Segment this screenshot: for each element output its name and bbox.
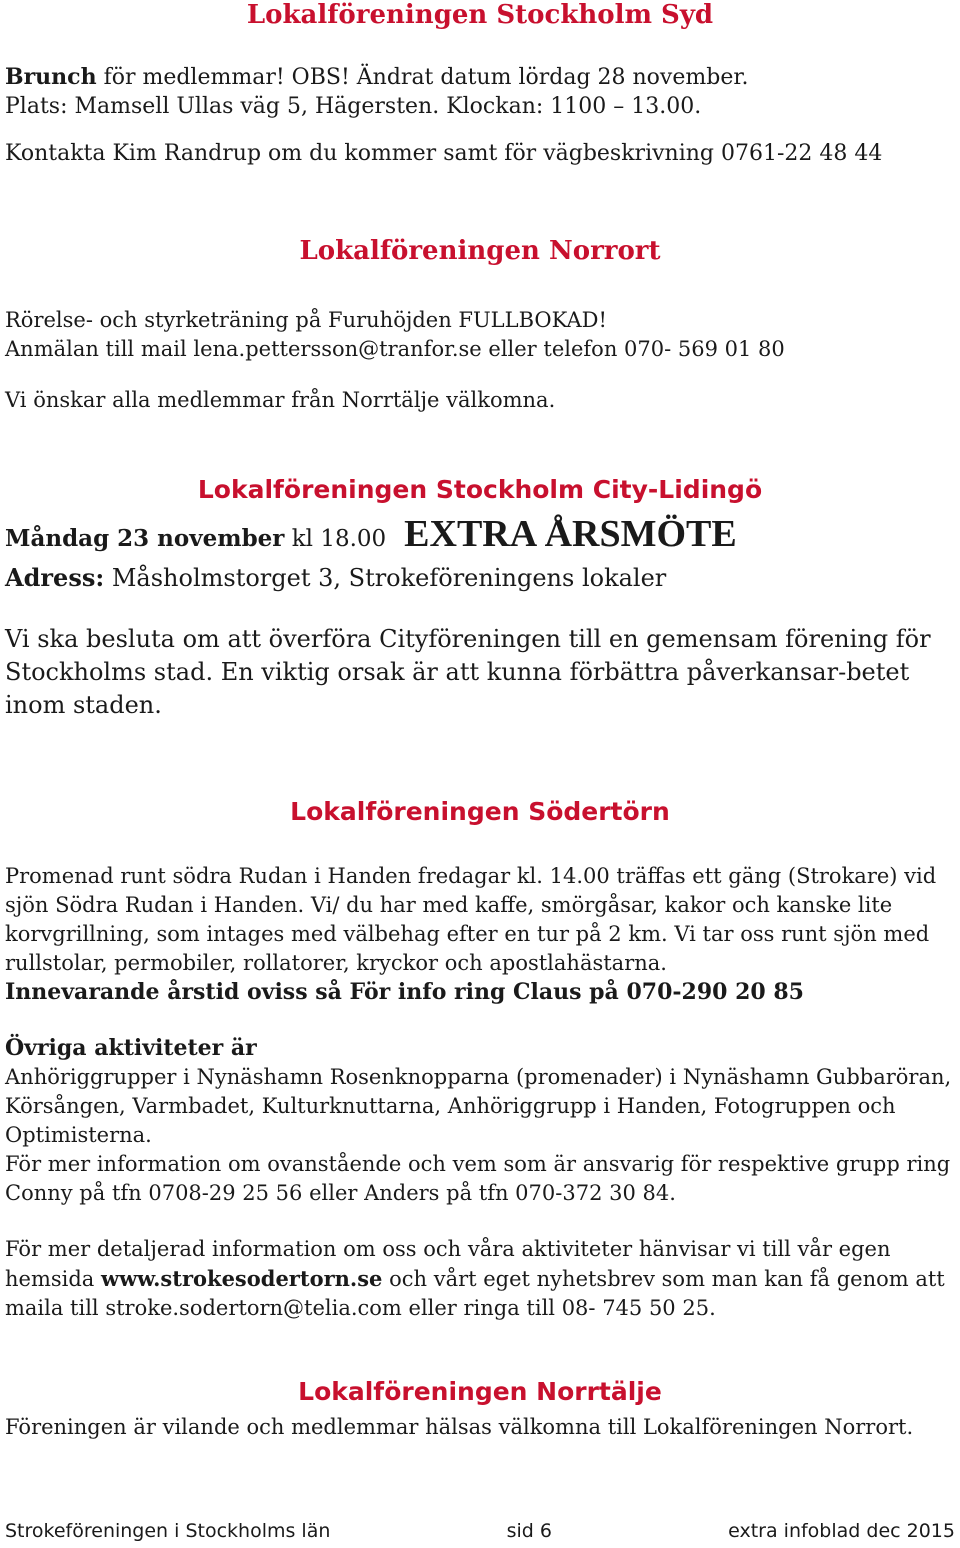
- p4-text-b: och vårt eget nyhetsbrev som man kan få genom att maila till stroke.sodertorn@telia.com eller ringa till 08- 745 50 25.: [5, 1267, 945, 1320]
- syd-line-1-text: för medlemmar! OBS! Ändrat datum lördag 28 november.: [96, 65, 749, 90]
- heading-norrtalje: Lokalföreningen Norrtälje: [298, 1377, 662, 1406]
- page-footer: [5, 1520, 955, 1542]
- city-body: Vi ska besluta om att överföra Cityföreningen till en gemensam förening för Stockholms stad. En viktig orsak är att kunna förbättra påverkansar-betet inom staden.: [5, 625, 931, 719]
- city-date: Måndag 23 november: [5, 525, 285, 552]
- heading-sodertorn: Lokalföreningen Södertörn: [290, 797, 670, 826]
- norrtalje-section: [5, 1413, 955, 1442]
- city-time: kl 18.00: [284, 526, 387, 552]
- website-link[interactable]: www.strokesodertorn.se: [101, 1266, 383, 1291]
- footer-right: extra infoblad dec 2015: [728, 1520, 955, 1542]
- sodertorn-info-line: Innevarande årstid oviss så För info ring Claus på 070-290 20 85: [5, 979, 804, 1005]
- extra-arsmote: EXTRA ÅRSMÖTE: [404, 513, 737, 555]
- city-address: [5, 561, 955, 595]
- norrort-line-3: Vi önskar alla medlemmar från Norrtälje välkomna.: [5, 388, 556, 412]
- norrtalje-line: Föreningen är vilande och medlemmar hälsas välkomna till Lokalföreningen Norrort.: [5, 1415, 914, 1439]
- norrort-section: [5, 306, 955, 415]
- address-label: Adress:: [5, 563, 105, 592]
- footer-left: Strokeföreningen i Stockholms län: [5, 1520, 331, 1542]
- city-date-line: [5, 512, 955, 561]
- city-section: [5, 512, 955, 722]
- brunch-label: Brunch: [5, 64, 97, 90]
- heading-stockholm-syd: Lokalföreningen Stockholm Syd: [246, 0, 714, 30]
- norrort-line-1: Rörelse- och styrketräning på Furuhöjden FULLBOKAD!: [5, 308, 607, 332]
- syd-line-3: Kontakta Kim Randrup om du kommer samt för vägbeskrivning 0761-22 48 44: [5, 141, 883, 166]
- syd-line-1: [5, 63, 955, 92]
- heading-city-lidingo: Lokalföreningen Stockholm City-Lidingö: [197, 475, 763, 504]
- sodertorn-p2: Anhöriggrupper i Nynäshamn Rosenknopparna (promenader) i Nynäshamn Gubbaröran, Körsången, Varmbadet, Kulturknuttarna, Anhöriggrupp i Handen, Fotogruppen och Optimisterna.: [5, 1065, 952, 1147]
- sodertorn-p1: Promenad runt södra Rudan i Handen fredagar kl. 14.00 träffas ett gäng (Strokare) vid sjön Södra Rudan i Handen. Vi/ du har med kaffe, smörgåsar, kakor och kanske lite korvgrillning, som intages med välbehag efter en tur på 2 km. Vi tar oss runt sjön med rullstolar, permobiler, rollatorer, kryckor och apostlahästarna.: [5, 864, 937, 975]
- address-text: Måsholmstorget 3, Strokeföreningens lokaler: [104, 564, 667, 592]
- sodertorn-p3: För mer information om ovanstående och vem som är ansvarig för respektive grupp ring Conny på tfn 0708-29 25 56 eller Anders på tfn 070-372 30 84.: [5, 1152, 951, 1205]
- norrort-line-2: Anmälan till mail lena.pettersson@tranfor.se eller telefon 070- 569 01 80: [5, 337, 785, 361]
- p4-text-a: För mer detaljerad information om oss och våra aktiviteter hänvisar vi till vår egen hemsida: [5, 1237, 891, 1291]
- sodertorn-p4: [5, 1235, 955, 1323]
- footer-page: sid 6: [506, 1520, 552, 1542]
- sodertorn-section: [5, 862, 955, 1323]
- syd-section: [5, 63, 955, 168]
- syd-line-2: Plats: Mamsell Ullas väg 5, Hägersten. Klockan: 1100 – 13.00.: [5, 94, 702, 119]
- ovriga-heading: Övriga aktiviteter är: [5, 1035, 257, 1061]
- heading-norrort: Lokalföreningen Norrort: [299, 236, 661, 266]
